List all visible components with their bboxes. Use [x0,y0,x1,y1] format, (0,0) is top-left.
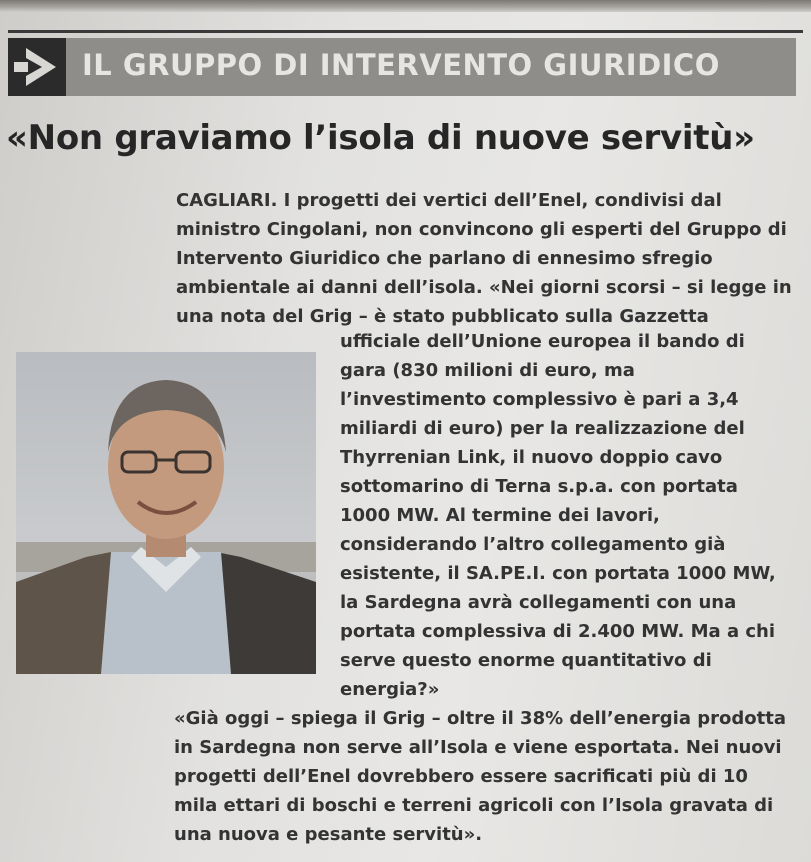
article-body-upper [176,186,792,331]
body-line: portata complessiva di 2.400 MW. Ma a chi [340,621,776,642]
body-line: Intervento Giuridico che parlano di ennesimo sfregio [176,248,713,269]
body-line: ministro Cingolani, non convincono gli esperti del Gruppo di [176,219,787,240]
body-line: l’investimento complessivo è pari a 3,4 [340,389,739,410]
body-line: energia?» [340,679,440,700]
body-line: 1000 MW. Al termine dei lavori, [340,505,660,526]
body-line: in Sardegna non serve all’Isola e viene esportata. Nei nuovi [174,737,782,758]
body-line: ufficiale dell’Unione europea il bando di [340,331,745,352]
body-line: serve questo enorme quantitativo di [340,650,712,671]
body-line: gara (830 milioni di euro, ma [340,360,635,381]
portrait-photo [16,352,316,674]
section-arrow-badge [8,38,66,96]
body-line: sottomarino di Terna s.p.a. con portata [340,476,738,497]
article-body-right [340,327,776,704]
body-line: CAGLIARI. I progetti dei vertici dell’Enel, condivisi dal [176,190,722,211]
body-line: considerando l’altro collegamento già [340,534,726,555]
section-rule [8,30,803,33]
body-line: la Sardegna avrà collegamenti con una [340,592,737,613]
section-kicker: IL GRUPPO DI INTERVENTO GIURIDICO [82,48,720,82]
page-top-edge [0,0,811,12]
body-line: mila ettari di boschi e terreni agricoli con l’Isola gravata di [174,795,774,816]
article-body-lower [174,704,786,849]
body-line: esistente, il SA.PE.I. con portata 1000 MW, [340,563,776,584]
arrow-right-icon [14,44,60,90]
body-line: una nota del Grig – è stato pubblicato sulla Gazzetta [176,306,709,327]
body-line: ambientale ai danni dell’isola. «Nei giorni scorsi – si legge in [176,277,792,298]
body-line: progetti dell’Enel dovrebbero essere sacrificati più di 10 [174,766,748,787]
body-line: una nuova e pesante servitù». [174,824,483,845]
body-line: Thyrrenian Link, il nuovo doppio cavo [340,447,723,468]
body-line: «Già oggi – spiega il Grig – oltre il 38% dell’energia prodotta [174,708,786,729]
article-headline: «Non graviamo l’isola di nuove servitù» [6,118,755,158]
body-line: miliardi di euro) per la realizzazione del [340,418,745,439]
